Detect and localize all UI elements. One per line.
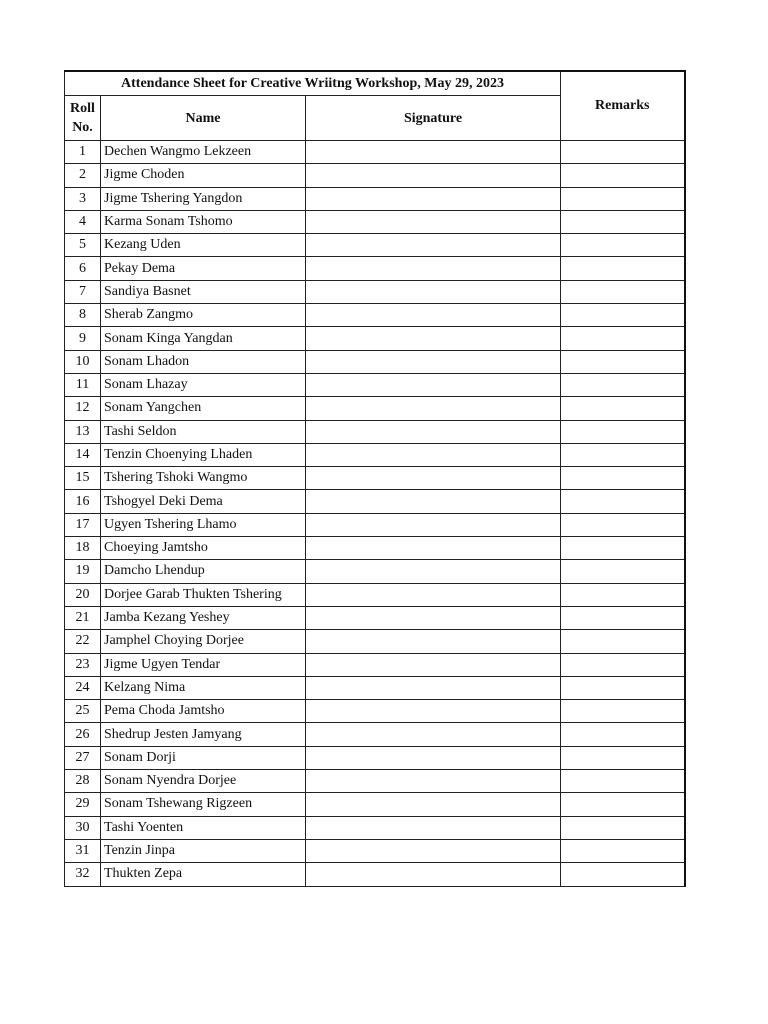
roll-number-cell: 13 xyxy=(65,420,101,443)
roll-number-cell: 20 xyxy=(65,583,101,606)
table-row xyxy=(65,443,685,466)
table-row xyxy=(65,676,685,699)
table-row xyxy=(65,467,685,490)
name-cell: Tshogyel Deki Dema xyxy=(101,490,306,513)
signature-cell[interactable] xyxy=(306,816,561,839)
table-row xyxy=(65,839,685,862)
table-row xyxy=(65,234,685,257)
remarks-cell[interactable] xyxy=(561,350,685,373)
table-row xyxy=(65,280,685,303)
signature-cell[interactable] xyxy=(306,700,561,723)
table-row xyxy=(65,187,685,210)
roll-number-cell: 8 xyxy=(65,304,101,327)
roll-no-header xyxy=(65,96,101,141)
signature-cell[interactable] xyxy=(306,187,561,210)
attendance-table xyxy=(64,70,686,887)
signature-header: Signature xyxy=(306,96,561,141)
roll-number-cell: 26 xyxy=(65,723,101,746)
roll-number-cell: 9 xyxy=(65,327,101,350)
remarks-cell[interactable] xyxy=(561,816,685,839)
name-cell: Dechen Wangmo Lekzeen xyxy=(101,141,306,164)
table-row xyxy=(65,793,685,816)
name-cell: Karma Sonam Tshomo xyxy=(101,210,306,233)
remarks-cell[interactable] xyxy=(561,676,685,699)
signature-cell[interactable] xyxy=(306,350,561,373)
table-row xyxy=(65,653,685,676)
roll-number-cell: 18 xyxy=(65,537,101,560)
table-row xyxy=(65,420,685,443)
remarks-cell[interactable] xyxy=(561,443,685,466)
roll-number-cell: 29 xyxy=(65,793,101,816)
name-cell: Sonam Lhadon xyxy=(101,350,306,373)
remarks-cell[interactable] xyxy=(561,746,685,769)
roll-number-cell: 19 xyxy=(65,560,101,583)
remarks-cell[interactable] xyxy=(561,141,685,164)
name-cell: Pekay Dema xyxy=(101,257,306,280)
table-row xyxy=(65,630,685,653)
roll-number-cell: 3 xyxy=(65,187,101,210)
remarks-cell[interactable] xyxy=(561,257,685,280)
roll-number-cell: 28 xyxy=(65,770,101,793)
signature-cell[interactable] xyxy=(306,630,561,653)
remarks-cell[interactable] xyxy=(561,770,685,793)
table-row xyxy=(65,723,685,746)
remarks-cell[interactable] xyxy=(561,327,685,350)
roll-number-cell: 11 xyxy=(65,373,101,396)
name-cell: Tashi Seldon xyxy=(101,420,306,443)
roll-number-cell: 25 xyxy=(65,700,101,723)
name-cell: Thukten Zepa xyxy=(101,863,306,886)
signature-cell[interactable] xyxy=(306,746,561,769)
roll-number-cell: 4 xyxy=(65,210,101,233)
remarks-cell[interactable] xyxy=(561,187,685,210)
table-row xyxy=(65,513,685,536)
roll-number-cell: 24 xyxy=(65,676,101,699)
table-row xyxy=(65,327,685,350)
name-cell: Sonam Yangchen xyxy=(101,397,306,420)
name-cell: Shedrup Jesten Jamyang xyxy=(101,723,306,746)
table-row xyxy=(65,304,685,327)
roll-number-cell: 31 xyxy=(65,839,101,862)
table-row xyxy=(65,490,685,513)
name-cell: Sonam Lhazay xyxy=(101,373,306,396)
remarks-cell[interactable] xyxy=(561,373,685,396)
roll-number-cell: 17 xyxy=(65,513,101,536)
remarks-header: Remarks xyxy=(561,71,685,141)
remarks-cell[interactable] xyxy=(561,723,685,746)
name-cell: Tshering Tshoki Wangmo xyxy=(101,467,306,490)
name-header: Name xyxy=(101,96,306,141)
signature-cell[interactable] xyxy=(306,490,561,513)
signature-cell[interactable] xyxy=(306,397,561,420)
table-row xyxy=(65,164,685,187)
roll-number-cell: 2 xyxy=(65,164,101,187)
signature-cell[interactable] xyxy=(306,560,561,583)
name-cell: Jigme Choden xyxy=(101,164,306,187)
name-cell: Kelzang Nima xyxy=(101,676,306,699)
signature-cell[interactable] xyxy=(306,793,561,816)
roll-number-cell: 10 xyxy=(65,350,101,373)
roll-number-cell: 14 xyxy=(65,443,101,466)
name-cell: Sonam Kinga Yangdan xyxy=(101,327,306,350)
signature-cell[interactable] xyxy=(306,443,561,466)
remarks-cell[interactable] xyxy=(561,630,685,653)
name-cell: Tashi Yoenten xyxy=(101,816,306,839)
remarks-cell[interactable] xyxy=(561,653,685,676)
sheet-title: Attendance Sheet for Creative Wriitng Workshop, May 29, 2023 xyxy=(65,71,561,96)
table-row xyxy=(65,700,685,723)
remarks-cell[interactable] xyxy=(561,537,685,560)
remarks-cell[interactable] xyxy=(561,397,685,420)
table-row xyxy=(65,746,685,769)
name-cell: Ugyen Tshering Lhamo xyxy=(101,513,306,536)
name-cell: Sonam Dorji xyxy=(101,746,306,769)
remarks-cell[interactable] xyxy=(561,863,685,886)
signature-cell[interactable] xyxy=(306,513,561,536)
signature-cell[interactable] xyxy=(306,467,561,490)
signature-cell[interactable] xyxy=(306,676,561,699)
table-row xyxy=(65,606,685,629)
table-row xyxy=(65,373,685,396)
table-row xyxy=(65,537,685,560)
table-row xyxy=(65,770,685,793)
remarks-cell[interactable] xyxy=(561,467,685,490)
signature-cell[interactable] xyxy=(306,280,561,303)
signature-cell[interactable] xyxy=(306,839,561,862)
table-row xyxy=(65,560,685,583)
name-cell: Sherab Zangmo xyxy=(101,304,306,327)
roll-number-cell: 5 xyxy=(65,234,101,257)
table-row xyxy=(65,210,685,233)
remarks-cell[interactable] xyxy=(561,234,685,257)
signature-cell[interactable] xyxy=(306,164,561,187)
remarks-cell[interactable] xyxy=(561,513,685,536)
signature-cell[interactable] xyxy=(306,141,561,164)
remarks-cell[interactable] xyxy=(561,606,685,629)
table-row xyxy=(65,257,685,280)
name-cell: Tenzin Jinpa xyxy=(101,839,306,862)
remarks-cell[interactable] xyxy=(561,280,685,303)
roll-number-cell: 22 xyxy=(65,630,101,653)
roll-number-cell: 16 xyxy=(65,490,101,513)
roll-number-cell: 1 xyxy=(65,141,101,164)
table-row xyxy=(65,141,685,164)
signature-cell[interactable] xyxy=(306,770,561,793)
signature-cell[interactable] xyxy=(306,583,561,606)
signature-cell[interactable] xyxy=(306,537,561,560)
roll-number-cell: 27 xyxy=(65,746,101,769)
table-row xyxy=(65,583,685,606)
table-row xyxy=(65,863,685,886)
remarks-cell[interactable] xyxy=(561,210,685,233)
roll-header-line1: Roll xyxy=(70,101,95,116)
remarks-cell[interactable] xyxy=(561,583,685,606)
name-cell: Damcho Lhendup xyxy=(101,560,306,583)
name-cell: Tenzin Choenying Lhaden xyxy=(101,443,306,466)
name-cell: Jamba Kezang Yeshey xyxy=(101,606,306,629)
roll-number-cell: 30 xyxy=(65,816,101,839)
roll-number-cell: 21 xyxy=(65,606,101,629)
table-row xyxy=(65,350,685,373)
signature-cell[interactable] xyxy=(306,420,561,443)
signature-cell[interactable] xyxy=(306,606,561,629)
name-cell: Choeying Jamtsho xyxy=(101,537,306,560)
signature-cell[interactable] xyxy=(306,653,561,676)
name-cell: Sandiya Basnet xyxy=(101,280,306,303)
name-cell: Sonam Nyendra Dorjee xyxy=(101,770,306,793)
remarks-cell[interactable] xyxy=(561,490,685,513)
signature-cell[interactable] xyxy=(306,327,561,350)
remarks-cell[interactable] xyxy=(561,793,685,816)
remarks-cell[interactable] xyxy=(561,304,685,327)
remarks-cell[interactable] xyxy=(561,560,685,583)
signature-cell[interactable] xyxy=(306,373,561,396)
roll-number-cell: 6 xyxy=(65,257,101,280)
roll-number-cell: 32 xyxy=(65,863,101,886)
roll-number-cell: 12 xyxy=(65,397,101,420)
signature-cell[interactable] xyxy=(306,234,561,257)
name-cell: Dorjee Garab Thukten Tshering xyxy=(101,583,306,606)
name-cell: Jigme Tshering Yangdon xyxy=(101,187,306,210)
signature-cell[interactable] xyxy=(306,723,561,746)
table-row xyxy=(65,816,685,839)
signature-cell[interactable] xyxy=(306,863,561,886)
remarks-cell[interactable] xyxy=(561,839,685,862)
roll-number-cell: 7 xyxy=(65,280,101,303)
roll-header-line2: No. xyxy=(72,120,93,135)
roll-number-cell: 23 xyxy=(65,653,101,676)
name-cell: Jamphel Choying Dorjee xyxy=(101,630,306,653)
signature-cell[interactable] xyxy=(306,257,561,280)
attendance-rows xyxy=(65,141,685,887)
roll-number-cell: 15 xyxy=(65,467,101,490)
signature-cell[interactable] xyxy=(306,304,561,327)
remarks-cell[interactable] xyxy=(561,164,685,187)
signature-cell[interactable] xyxy=(306,210,561,233)
table-row xyxy=(65,397,685,420)
name-cell: Pema Choda Jamtsho xyxy=(101,700,306,723)
name-cell: Sonam Tshewang Rigzeen xyxy=(101,793,306,816)
name-cell: Kezang Uden xyxy=(101,234,306,257)
name-cell: Jigme Ugyen Tendar xyxy=(101,653,306,676)
remarks-cell[interactable] xyxy=(561,420,685,443)
remarks-cell[interactable] xyxy=(561,700,685,723)
